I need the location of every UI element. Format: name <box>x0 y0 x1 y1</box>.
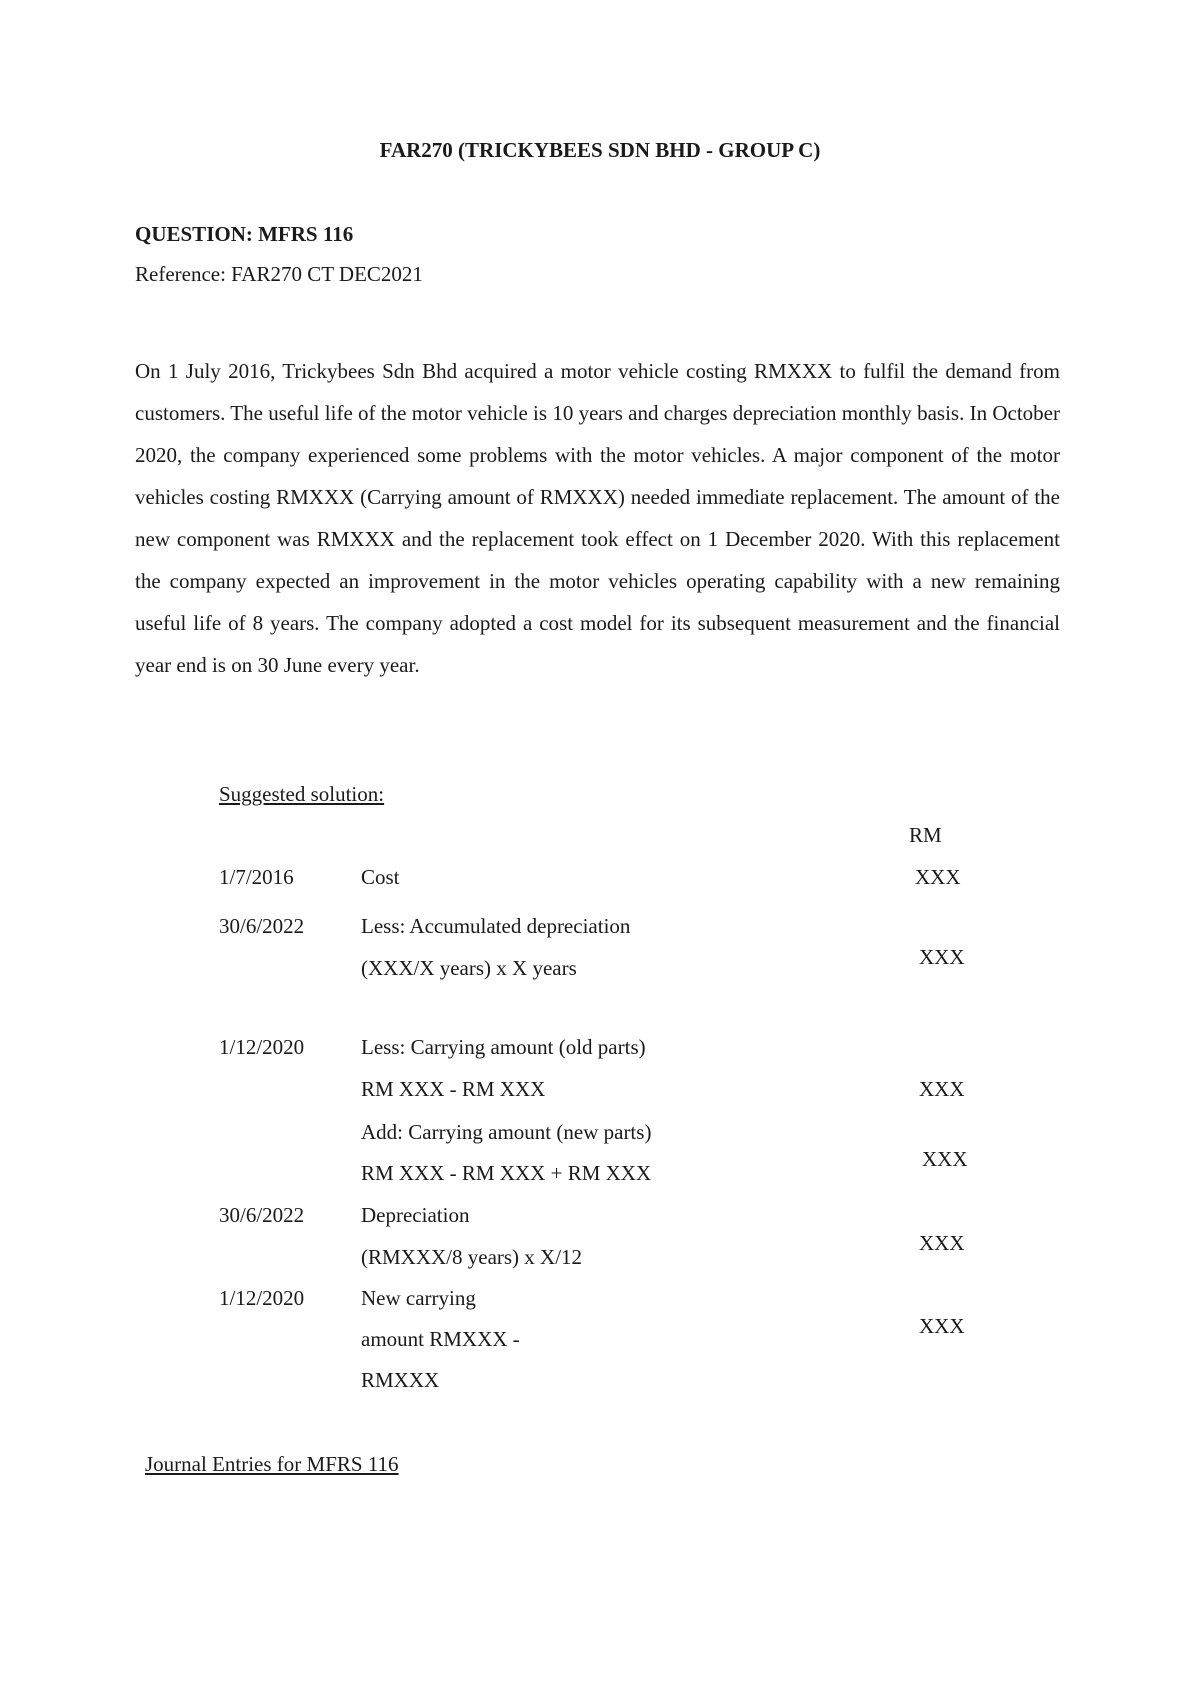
row-amount: XXX <box>919 1314 965 1338</box>
row-desc: amount RMXXX - <box>361 1327 520 1351</box>
row-date: 1/12/2020 <box>219 1035 305 1059</box>
row-desc: RM XXX - RM XXX + RM XXX <box>361 1161 652 1185</box>
row-date: 1/12/2020 <box>219 1286 305 1310</box>
question-heading: QUESTION: MFRS 116 <box>135 222 354 246</box>
row-date: 1/7/2016 <box>219 865 294 889</box>
document-title: FAR270 (TRICKYBEES SDN BHD - GROUP C) <box>379 138 821 162</box>
row-desc: Less: Carrying amount (old parts) <box>361 1035 646 1059</box>
row-amount: XXX <box>915 865 961 889</box>
reference-line: Reference: FAR270 CT DEC2021 <box>135 262 423 286</box>
row-amount: XXX <box>919 1231 965 1255</box>
row-desc: (RMXXX/8 years) x X/12 <box>361 1245 583 1269</box>
row-date: 30/6/2022 <box>219 1203 305 1227</box>
row-desc: RMXXX <box>361 1368 440 1392</box>
row-date: 30/6/2022 <box>219 914 305 938</box>
question-paragraph: On 1 July 2016, Trickybees Sdn Bhd acquired a motor vehicle costing RMXXX to fulfil the demand from customers. The useful life of the motor vehicle is 10 years and charges depreciation monthly basis. In October 2020, the company experienced some problems with the motor vehicles. A major component of the motor vehicles costing RMXXX (Carrying amount of RMXXX) needed immediate replacement. The amount of the new component was RMXXX and the replacement took effect on 1 December 2020. With this replacement the company expected an improvement in the motor vehicles operating capability with a new remaining useful life of 8 years. The company adopted a cost model for its subsequent measurement and the financial year end is on 30 June every year. <box>135 359 1060 677</box>
row-desc: Depreciation <box>361 1203 470 1227</box>
row-desc: RM XXX - RM XXX <box>361 1077 546 1101</box>
row-desc: Add: Carrying amount (new parts) <box>361 1120 652 1144</box>
row-desc: (XXX/X years) x X years <box>361 956 577 980</box>
currency-header: RM <box>909 823 942 847</box>
solution-title: Suggested solution: <box>219 782 385 806</box>
row-amount: XXX <box>919 945 965 969</box>
row-desc: New carrying <box>361 1286 476 1310</box>
row-amount: XXX <box>922 1147 968 1171</box>
journal-entries-title: Journal Entries for MFRS 116 <box>145 1452 399 1476</box>
row-desc: Less: Accumulated depreciation <box>361 914 631 938</box>
row-amount: XXX <box>919 1077 965 1101</box>
row-desc: Cost <box>361 865 400 889</box>
